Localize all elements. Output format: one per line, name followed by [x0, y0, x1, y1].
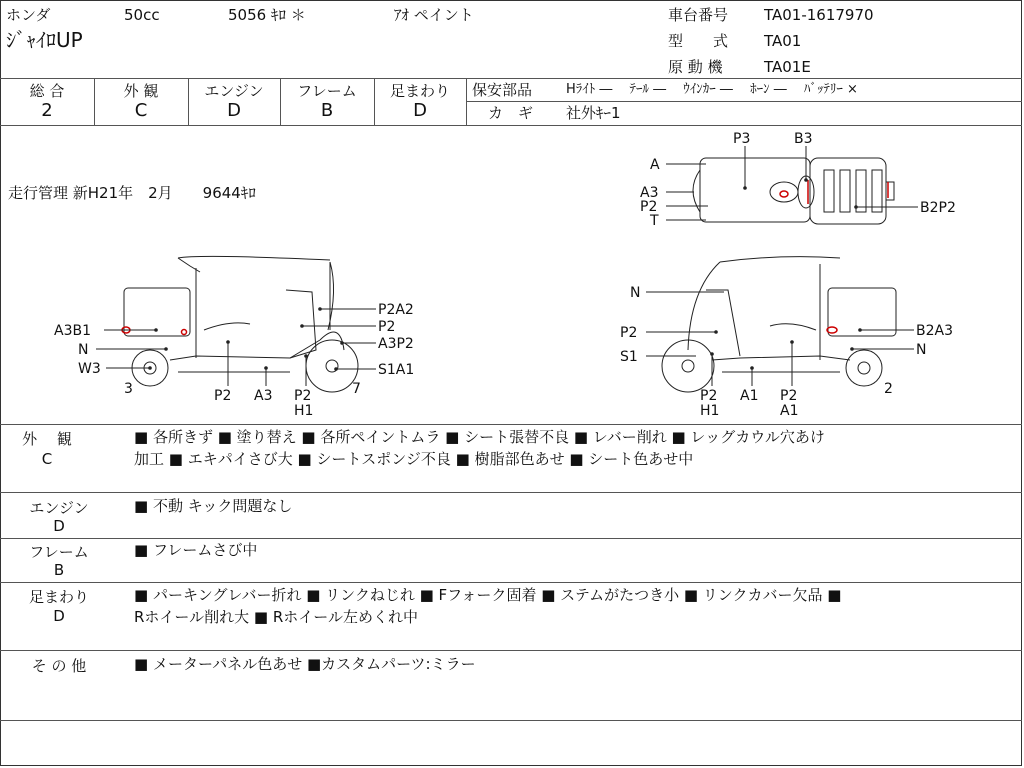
section-suspension-label: 足まわり [28, 588, 89, 606]
grade-exterior-value: C [134, 100, 148, 121]
label-right-p2: P2 [620, 325, 638, 341]
key-value: 社外ｷｰ1 [566, 104, 621, 122]
label-top-a3: A3 [640, 185, 659, 201]
section-frame-label: フレーム [29, 543, 89, 561]
label-top-p2: P2 [640, 199, 658, 215]
label-right-n2: N [916, 342, 927, 358]
grid-line [0, 650, 1022, 651]
grid-line [0, 424, 1022, 425]
engine-value: TA01E [764, 58, 811, 76]
label-right-2: 2 [884, 381, 893, 397]
safety-items: Hﾗｲﾄ ― ﾃｰﾙ ― ｳｲﾝｶｰ ― ﾎｰﾝ ― ﾊﾞｯﾃﾘｰ × [566, 82, 858, 97]
section-frame-grade: B [53, 561, 65, 579]
maker: ホンダ [6, 6, 51, 24]
section-exterior-line1: ■ 各所きず ■ 塗り替え ■ 各所ペイントムラ ■ シート張替不良 ■ レバー削れ ■ レッグカウル穴あけ [134, 428, 825, 446]
grade-suspension-value: D [413, 100, 427, 121]
section-suspension-line1: ■ パーキングレバー折れ ■ リンクねじれ ■ Fフォーク固着 ■ ステムがたつき小 ■ リンクカバー欠品 ■ [134, 586, 842, 604]
grade-frame-value: B [320, 100, 334, 121]
label-left-h1: H1 [294, 403, 314, 419]
label-left-w3: W3 [78, 361, 101, 377]
section-suspension-grade: D [53, 607, 65, 625]
label-left-s1a1: S1A1 [378, 362, 415, 378]
label-right-b2a3: B2A3 [916, 323, 953, 339]
label-right-p2b: P2 [700, 388, 718, 404]
grade-suspension-label: 足まわり [389, 82, 450, 100]
label-top-t: T [650, 213, 659, 229]
label-left-3: 3 [124, 381, 133, 397]
label-left-n: N [78, 342, 89, 358]
label-top-b3: B3 [794, 131, 813, 147]
label-left-a3b1: A3B1 [54, 323, 91, 339]
engine-label: 原 動 機 [668, 58, 723, 76]
label-left-p2b: P2 [294, 388, 312, 404]
right-side-view-drawing [662, 257, 896, 392]
section-engine-grade: D [53, 517, 65, 535]
label-top-p3: P3 [733, 131, 751, 147]
left-side-view-drawing [124, 256, 358, 392]
section-engine-label: エンジン [29, 499, 89, 517]
grade-exterior-label: 外 観 [123, 82, 159, 100]
safety-label: 保安部品 [472, 81, 533, 99]
grade-total-value: 2 [41, 100, 53, 121]
top-view-drawing [693, 158, 894, 224]
model-name: ｼﾞｬｲﾛUP [6, 28, 83, 52]
type-label: 型 式 [668, 32, 729, 50]
section-exterior-grade: C [41, 450, 53, 468]
grade-engine-value: D [227, 100, 241, 121]
label-left-p2: P2 [214, 388, 232, 404]
label-left-a3p2: A3P2 [378, 336, 414, 352]
grid-line [0, 720, 1022, 721]
leader-lines [96, 146, 918, 386]
section-exterior-label: 外 観 [22, 430, 72, 448]
type-value: TA01 [764, 32, 802, 50]
label-left-p2a2: P2A2 [378, 302, 414, 318]
label-top-a: A [650, 157, 660, 173]
travel-record: 走行管理 新H21年 2月 9644ｷﾛ [8, 184, 256, 202]
section-frame-line1: ■ フレームさび中 [134, 541, 258, 559]
label-right-a1: A1 [740, 388, 759, 404]
mileage: 5056 ｷﾛ ＊ [228, 6, 306, 24]
chassis-label: 車台番号 [668, 6, 729, 24]
key-label: カ ギ [488, 104, 534, 122]
section-other-line1: ■ メーターパネル色あせ ■カスタムパーツ:ミラー [134, 655, 476, 673]
grid-line [0, 492, 1022, 493]
section-other-label: そ の 他 [31, 657, 87, 675]
displacement: 50cc [124, 6, 160, 24]
label-right-p2c: P2 [780, 388, 798, 404]
label-left-a3: A3 [254, 388, 273, 404]
label-left-7: 7 [352, 381, 361, 397]
section-suspension-line2: Rホイール削れ大 ■ Rホイール左めくれ中 [134, 608, 418, 626]
grade-frame-label: フレーム [297, 82, 357, 100]
chassis-value: TA01-1617970 [764, 6, 874, 24]
label-right-a1b: A1 [780, 403, 799, 419]
label-top-b2p2: B2P2 [920, 200, 956, 216]
grid-line [0, 582, 1022, 583]
grade-total-label: 総 合 [29, 82, 65, 100]
label-right-n: N [630, 285, 641, 301]
leader-dots [148, 178, 862, 371]
section-engine-line1: ■ 不動 キック問題なし [134, 497, 293, 515]
grade-engine-label: エンジン [204, 82, 264, 100]
color: ｱｵ ペイント [394, 6, 474, 24]
label-right-s1: S1 [620, 349, 638, 365]
label-right-h1: H1 [700, 403, 720, 419]
label-left-p2c: P2 [378, 319, 396, 335]
section-exterior-line2: 加工 ■ エキパイさび大 ■ シートスポンジ不良 ■ 樹脂部色あせ ■ シート色あせ中 [134, 450, 694, 468]
